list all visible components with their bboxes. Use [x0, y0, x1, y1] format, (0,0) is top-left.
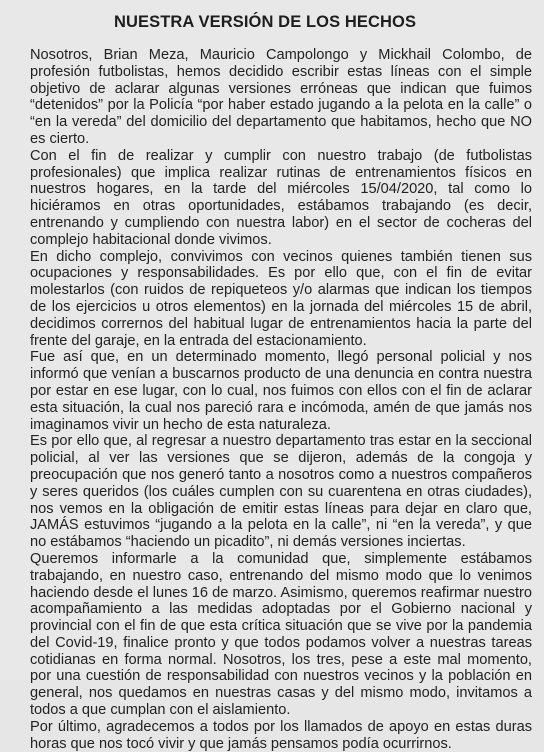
- paragraph-3: En dicho complejo, convivimos con vecinos quienes también tienen sus ocupaciones y responsabilidades. Es por ello que, con el fin de evitar molestarlos (con ruidos de repiqueteos y/o alarmas que indican los tiempos de los ejercicios u otros elementos) en la jornada del miércoles 15 de abril, decidimos corrernos del habitual lugar de entrenamientos hacia la parte del frente del garaje, en la entrada del estacionamiento.: [30, 248, 532, 349]
- document-body: [30, 47, 532, 752]
- paragraph-1: Nosotros, Brian Meza, Mauricio Campolongo y Mickhail Colombo, de profesión futbolistas, hemos decidido escribir estas líneas con el simple objetivo de aclarar algunas versiones erróneas que indican que fuimos “detenidos” por la Policía “por haber estado jugando a la pelota en la calle” o “en la vereda” del domicilio del departamento que habitamos, hecho que NO es cierto.: [30, 47, 532, 147]
- paragraph-4: Fue así que, en un determinado momento, llegó personal policial y nos informó que venían a buscarnos producto de una denuncia en contra nuestra por estar en ese lugar, con lo cual, nos fuimos con ellos con el fin de aclarar esta situación, la cual nos pareció rara e incómoda, amén de que jamás nos imaginamos vivir un hecho de esta naturaleza.: [30, 349, 532, 433]
- paragraph-6: Queremos informarle a la comunidad que, simplemente estábamos trabajando, en nuestro caso, entrenando del mismo modo que lo venimos haciendo desde el lunes 16 de marzo. Asimismo, queremos reafirmar nuestro acompañamiento a las medidas adoptadas por el Gobierno nacional y provincial con el fin de que esta crítica situación que se vive por la pandemia del Covid-19, finalice pronto y que todos podamos volver a nuestras tareas cotidianas en forma normal. Nosotros, los tres, pese a este mal momento, por una cuestión de responsabilidad con nuestros vecinos y la población en general, nos quedamos en nuestras casas y del mismo modo, invitamos a todos a que cumplan con el aislamiento.: [30, 550, 532, 719]
- paragraph-5: Es por ello que, al regresar a nuestro departamento tras estar en la seccional policial, al ver las versiones que se dijeron, además de la congoja y preocupación que nos generó tanto a nosotros como a nuestros compañeros y seres queridos (los cuáles cumplen con su cuarentena en otras ciudades), nos vemos en la obligación de emitir estas líneas para dejar en claro que, JAMÁS estuvimos “jugando a la pelota en la calle”, ni “en la vereda”, y que no estábamos “haciendo un picadito”, ni demás versiones inciertas.: [30, 433, 532, 551]
- paragraph-2: Con el fin de realizar y cumplir con nuestro trabajo (de futbolistas profesionales) que implica realizar rutinas de entrenamientos físicos en nuestros hogares, en la tarde del miércoles 15/04/2020, tal como lo hiciéramos en otras oportunidades, estábamos trabajando (es decir, entrenando y cumpliendo con nuestra labor) en el sector de cocheras del complejo habitacional donde vivimos.: [30, 147, 532, 248]
- document-title: NUESTRA VERSIÓN DE LOS HECHOS: [114, 13, 417, 31]
- paragraph-7: Por último, agradecemos a todos por los llamados de apoyo en estas duras horas que nos tocó vivir y que jamás pensamos podía ocurrirnos.: [30, 718, 532, 752]
